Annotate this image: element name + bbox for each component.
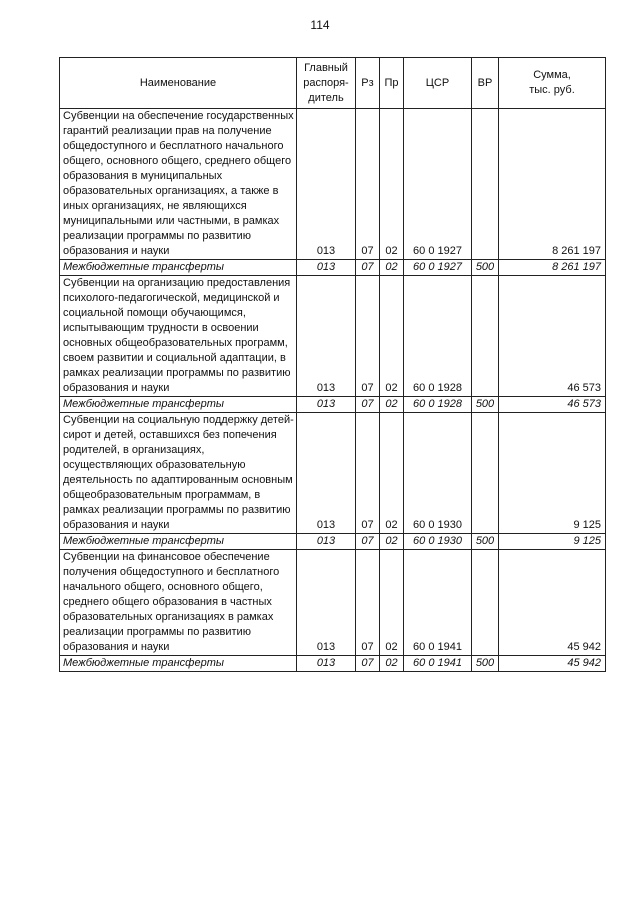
- header-csr: ЦСР: [404, 58, 472, 109]
- row-admin: 013: [297, 276, 356, 397]
- header-admin-line: распоря-: [303, 76, 349, 89]
- row-sum: 46 573: [499, 397, 606, 413]
- row-vr: 500: [472, 397, 499, 413]
- table-row-subtotal: [60, 534, 606, 550]
- row-sum: 8 261 197: [499, 109, 606, 260]
- row-vr: [472, 109, 499, 260]
- row-rz: 07: [356, 534, 380, 550]
- row-csr: 60 0 1928: [404, 276, 472, 397]
- row-admin: 013: [297, 656, 356, 672]
- row-rz: 07: [356, 276, 380, 397]
- row-csr: 60 0 1930: [404, 534, 472, 550]
- row-admin: 013: [297, 413, 356, 534]
- row-admin: 013: [297, 534, 356, 550]
- row-csr: 60 0 1941: [404, 550, 472, 656]
- row-admin: 013: [297, 550, 356, 656]
- row-sum: 46 573: [499, 276, 606, 397]
- row-pr: 02: [380, 109, 404, 260]
- header-sum-line: тыс. руб.: [529, 84, 575, 96]
- table-header-row: [60, 58, 606, 109]
- table-row-subtotal: [60, 260, 606, 276]
- page-number: 114: [310, 18, 330, 32]
- row-name: Субвенции на обеспечение государственных гарантий реализации прав на получение общедоступного и бесплатного начального общего, основного общего, среднего общего образования в муниципальных образовательных организациях, а также в иных организациях, не являющихся муниципальными или частными, в рамках реализации программы по развитию образования и науки: [60, 109, 297, 260]
- table-row: [60, 413, 606, 534]
- row-csr: 60 0 1927: [404, 260, 472, 276]
- header-name: Наименование: [60, 58, 297, 109]
- table-row-subtotal: [60, 397, 606, 413]
- row-csr: 60 0 1927: [404, 109, 472, 260]
- budget-table: [59, 57, 606, 672]
- row-rz: 07: [356, 413, 380, 534]
- header-sum-line: Сумма,: [533, 69, 571, 81]
- row-admin: 013: [297, 109, 356, 260]
- row-pr: 02: [380, 534, 404, 550]
- row-name: Субвенции на организацию предоставления психолого-педагогической, медицинской и социальной помощи обучающимся, испытывающим трудности в освоении основных общеобразовательных программ, своем развитии и социальной адаптации, в рамках реализации программы по развитию образования и науки: [60, 276, 297, 397]
- header-rz: Рз: [356, 58, 380, 109]
- row-sum: 45 942: [499, 550, 606, 656]
- row-csr: 60 0 1930: [404, 413, 472, 534]
- row-sum: 9 125: [499, 413, 606, 534]
- row-vr: [472, 550, 499, 656]
- row-admin: 013: [297, 260, 356, 276]
- header-vr: ВР: [472, 58, 499, 109]
- table-row: [60, 550, 606, 656]
- row-admin: 013: [297, 397, 356, 413]
- row-pr: 02: [380, 656, 404, 672]
- row-pr: 02: [380, 397, 404, 413]
- row-pr: 02: [380, 413, 404, 534]
- row-vr: 500: [472, 260, 499, 276]
- row-vr: [472, 413, 499, 534]
- row-csr: 60 0 1941: [404, 656, 472, 672]
- row-name: Межбюджетные трансферты: [60, 260, 297, 276]
- row-name: Межбюджетные трансферты: [60, 397, 297, 413]
- row-pr: 02: [380, 260, 404, 276]
- row-rz: 07: [356, 109, 380, 260]
- row-rz: 07: [356, 397, 380, 413]
- row-vr: 500: [472, 656, 499, 672]
- row-pr: 02: [380, 550, 404, 656]
- row-csr: 60 0 1928: [404, 397, 472, 413]
- row-pr: 02: [380, 276, 404, 397]
- header-sum: [499, 58, 606, 109]
- row-rz: 07: [356, 550, 380, 656]
- table-row: [60, 276, 606, 397]
- row-name: Межбюджетные трансферты: [60, 534, 297, 550]
- header-admin: [297, 58, 356, 109]
- table-row: [60, 109, 606, 260]
- row-rz: 07: [356, 656, 380, 672]
- row-name: Субвенции на социальную поддержку детей-сирот и детей, оставшихся без попечения родителей, в организациях, осуществляющих образовательную деятельность по адаптированным основным общеобразовательным программам, в рамках реализации программы по развитию образования и науки: [60, 413, 297, 534]
- row-vr: 500: [472, 534, 499, 550]
- header-admin-line: дитель: [308, 91, 344, 104]
- table-row-subtotal: [60, 656, 606, 672]
- row-sum: 8 261 197: [499, 260, 606, 276]
- row-vr: [472, 276, 499, 397]
- row-sum: 45 942: [499, 656, 606, 672]
- row-name: Субвенции на финансовое обеспечение получения общедоступного и бесплатного начального общего, основного общего, среднего общего образования в частных образовательных организациях в рамках реализации программы по развитию образования и науки: [60, 550, 297, 656]
- row-sum: 9 125: [499, 534, 606, 550]
- row-rz: 07: [356, 260, 380, 276]
- header-pr: Пр: [380, 58, 404, 109]
- header-admin-line: Главный: [304, 61, 348, 74]
- row-name: Межбюджетные трансферты: [60, 656, 297, 672]
